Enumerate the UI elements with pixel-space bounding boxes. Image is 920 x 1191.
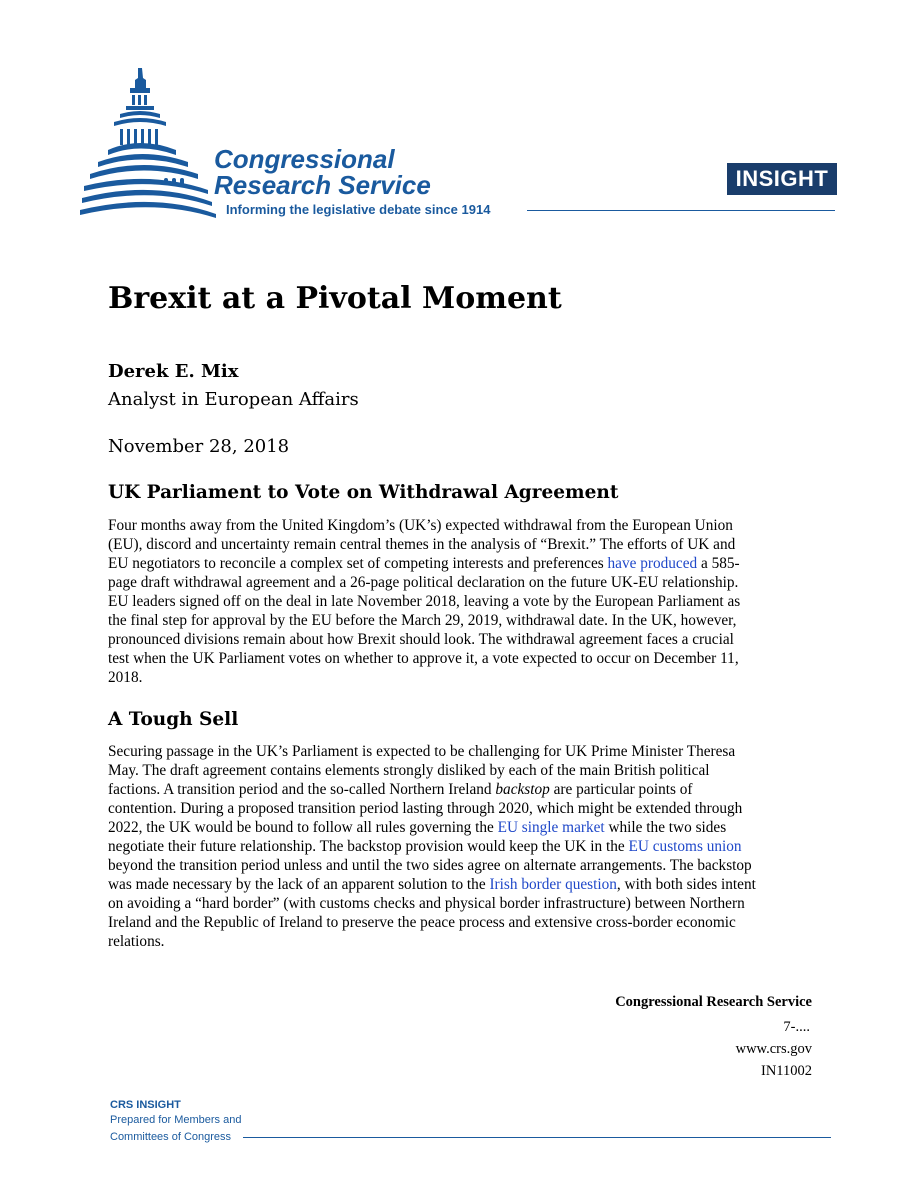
org-name-line2: Research Service	[214, 170, 431, 200]
insight-badge: INSIGHT	[727, 163, 837, 195]
body-line: Ireland and the Republic of Ireland to preserve the peace process and extensive cross-border economic	[108, 914, 736, 931]
body-line: May. The draft agreement contains elements strongly disliked by each of the main British political	[108, 762, 710, 779]
capitol-dome-icon	[80, 62, 220, 224]
body-line: on avoiding a “hard border” (with customs checks and physical border infrastructure) between Northern	[108, 895, 745, 912]
body-line: beyond the transition period unless and until the two sides agree on alternate arrangements. The backstop	[108, 857, 752, 874]
body-line: negotiate their future relationship. The backstop provision would keep the UK in the EU customs union	[108, 838, 742, 855]
backstop-term: backstop	[495, 781, 550, 798]
body-line: page draft withdrawal agreement and a 26-page political declaration on the future UK-EU relationship.	[108, 574, 739, 591]
body-line: was made necessary by the lack of an apparent solution to the Irish border question, with both sides intent	[108, 876, 756, 893]
link-eu-single-market[interactable]: EU single market	[497, 819, 605, 836]
header-divider	[527, 210, 835, 211]
footer-url[interactable]: www.crs.gov	[735, 1041, 812, 1057]
footer-code: 7-....	[783, 1019, 810, 1035]
body-line: test when the UK Parliament votes on whether to approve it, a vote expected to occur on December 11,	[108, 650, 739, 667]
org-name-line1: Congressional	[214, 144, 395, 174]
section-body-tough-sell	[108, 742, 798, 951]
author-name: Derek E. Mix	[108, 361, 239, 382]
author-role: Analyst in European Affairs	[108, 389, 359, 410]
body-line: contention. During a proposed transition period lasting through 2020, which might be extended through	[108, 800, 743, 817]
section-heading-vote: UK Parliament to Vote on Withdrawal Agreement	[108, 482, 619, 503]
publication-date: November 28, 2018	[108, 436, 290, 457]
link-eu-customs-union[interactable]: EU customs union	[628, 838, 742, 855]
body-line: the final step for approval by the EU before the March 29, 2019, withdrawal date. In the UK, however,	[108, 612, 737, 629]
link-irish-border-question[interactable]: Irish border question	[489, 876, 617, 893]
crs-logo	[80, 62, 530, 224]
body-line: EU negotiators to reconcile a complex set of competing interests and preferences have produced a 585-	[108, 555, 740, 572]
section-heading-tough-sell: A Tough Sell	[108, 709, 239, 730]
org-tagline: Informing the legislative debate since 1914	[226, 202, 491, 217]
body-line: 2022, the UK would be bound to follow all rules governing the EU single market while the two sides	[108, 819, 727, 836]
section-body-vote	[108, 516, 798, 687]
body-line: 2018.	[108, 669, 143, 686]
body-line: factions. A transition period and the so-called Northern Ireland backstop are particular points of	[108, 781, 693, 798]
body-line: Securing passage in the UK’s Parliament is expected to be challenging for UK Prime Minister Theresa	[108, 743, 736, 760]
body-line: Four months away from the United Kingdom’s (UK’s) expected withdrawal from the European Union	[108, 517, 733, 534]
body-line: (EU), discord and uncertainty remain central themes in the analysis of “Brexit.” The efforts of UK and	[108, 536, 736, 553]
link-have-produced[interactable]: have produced	[607, 555, 698, 572]
document-title: Brexit at a Pivotal Moment	[108, 281, 562, 316]
body-line: pronounced divisions remain about how Brexit should look. The withdrawal agreement faces a crucial	[108, 631, 734, 648]
footer-org: Congressional Research Service	[615, 994, 812, 1010]
body-line: relations.	[108, 933, 165, 950]
footer-prepared-line2: Committees of Congress	[110, 1131, 232, 1143]
footer-id: IN11002	[760, 1063, 812, 1079]
footer-prepared-line1: Prepared for Members and	[110, 1114, 242, 1126]
footer-crs-insight: CRS INSIGHT	[110, 1099, 181, 1111]
body-line: EU leaders signed off on the deal in late November 2018, leaving a vote by the European Parliament as	[108, 593, 741, 610]
footer-divider	[243, 1137, 831, 1138]
